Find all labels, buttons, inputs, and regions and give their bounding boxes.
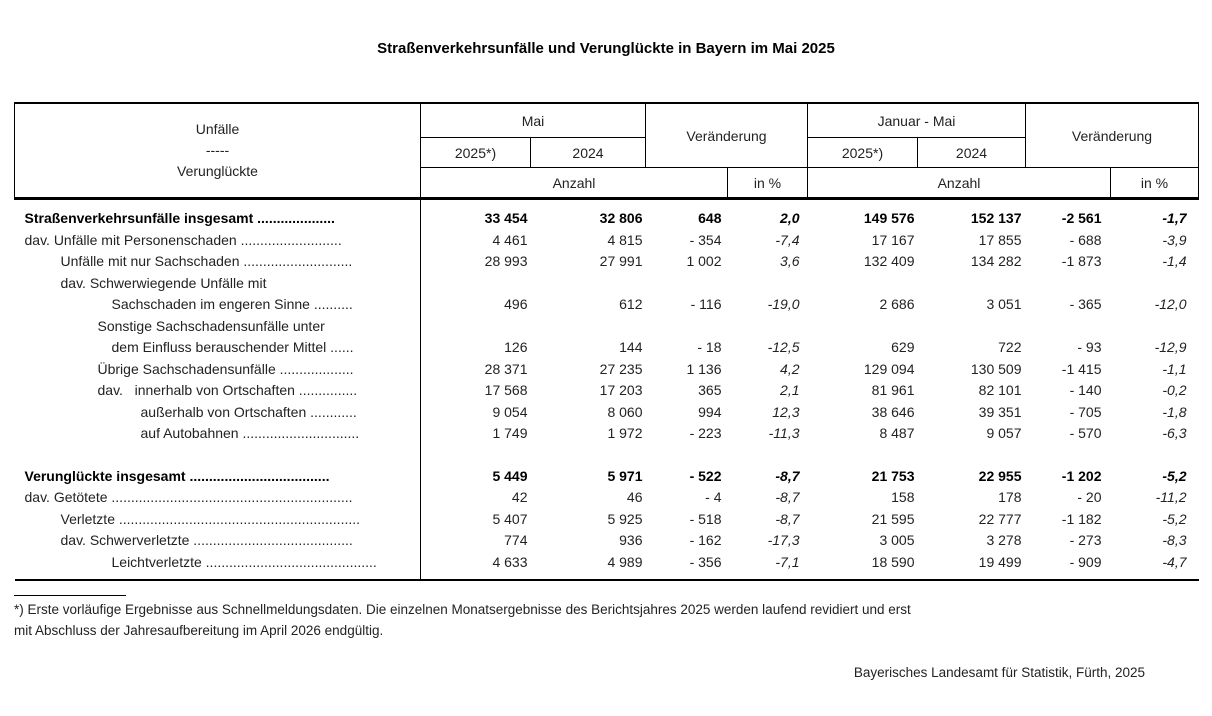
col-group-change-mai: Veränderung bbox=[646, 103, 808, 168]
unit-header-pct-jan-mai: in % bbox=[1111, 168, 1199, 199]
spacer-cell bbox=[421, 444, 1199, 465]
table-header bbox=[15, 103, 1199, 199]
cell-change-mai-pct: -7,4 bbox=[775, 231, 800, 248]
cell-change-jan-mai-pct: -4,7 bbox=[1162, 553, 1187, 570]
cell-jan-mai-2024: 17 855 bbox=[978, 231, 1022, 248]
stub-header bbox=[15, 103, 421, 199]
cell-mai-2024: 936 bbox=[619, 532, 643, 549]
table-row bbox=[15, 530, 1199, 552]
cell-mai-2025: 5 407 bbox=[492, 510, 528, 527]
row-label: Leichtverletzte ............................................ bbox=[15, 551, 421, 573]
cell-change-jan-mai-pct: -6,3 bbox=[1162, 425, 1187, 442]
cell-change-mai-pct: -8,7 bbox=[775, 467, 800, 484]
cell-change-mai-abs: - 522 bbox=[689, 467, 722, 484]
cell-jan-mai-2024: 82 101 bbox=[978, 382, 1022, 399]
cell-change-mai-pct: -7,1 bbox=[775, 553, 800, 570]
cell-change-mai-abs: - 223 bbox=[689, 425, 722, 442]
cell-change-mai-abs: 1 136 bbox=[686, 360, 722, 377]
footnote-line-1: *) Erste vorläufige Ergebnisse aus Schnellmeldungsdaten. Die einzelnen Monatsergebnisse des Berichtsjahres 2025 werden laufend revidiert und erst bbox=[14, 601, 911, 617]
cell-mai-2024: 17 203 bbox=[599, 382, 643, 399]
table-row bbox=[15, 315, 1199, 337]
cell-mai-2025: 17 568 bbox=[484, 382, 528, 399]
cell-mai-2024: 1 972 bbox=[607, 425, 643, 442]
col-group-mai: Mai bbox=[421, 103, 646, 138]
cell-jan-mai-2024: 9 057 bbox=[986, 425, 1022, 442]
cell-mai-2025: 4 633 bbox=[492, 553, 528, 570]
table-row bbox=[15, 423, 1199, 445]
row-label: Übrige Sachschadensunfälle ................... bbox=[15, 358, 421, 380]
cell-change-mai-abs: - 354 bbox=[689, 231, 722, 248]
cell-change-mai-pct bbox=[728, 315, 808, 337]
cell-change-jan-mai-pct: -1,4 bbox=[1162, 253, 1187, 270]
table-row bbox=[15, 358, 1199, 380]
cell-change-jan-mai-abs: - 909 bbox=[1069, 553, 1102, 570]
cell-change-jan-mai-abs: - 688 bbox=[1069, 231, 1102, 248]
cell-jan-mai-2024: 152 137 bbox=[970, 210, 1022, 227]
cell-mai-2025 bbox=[421, 315, 531, 337]
cell-jan-mai-2024: 22 955 bbox=[978, 467, 1022, 484]
cell-change-jan-mai-abs: - 140 bbox=[1069, 382, 1102, 399]
cell-jan-mai-2025: 2 686 bbox=[879, 296, 915, 313]
row-label: dem Einfluss berauschender Mittel ...... bbox=[15, 337, 421, 359]
cell-mai-2025: 5 449 bbox=[492, 467, 528, 484]
row-label: dav. Getötete .............................................................. bbox=[15, 487, 421, 509]
cell-change-jan-mai-pct: -3,9 bbox=[1162, 231, 1187, 248]
footnote bbox=[14, 599, 1198, 641]
cell-mai-2024 bbox=[531, 272, 646, 294]
cell-change-jan-mai-pct: -12,0 bbox=[1154, 296, 1187, 313]
cell-jan-mai-2024 bbox=[918, 315, 1026, 337]
cell-change-jan-mai-pct: -12,9 bbox=[1154, 339, 1187, 356]
cell-change-jan-mai-pct: -1,8 bbox=[1162, 403, 1187, 420]
cell-mai-2025: 28 371 bbox=[484, 360, 528, 377]
cell-jan-mai-2025: 21 753 bbox=[871, 467, 915, 484]
unit-header-pct-mai: in % bbox=[728, 168, 808, 199]
cell-jan-mai-2025: 18 590 bbox=[871, 553, 915, 570]
cell-change-jan-mai-abs bbox=[1026, 272, 1111, 294]
table-row bbox=[15, 465, 1199, 487]
cell-change-jan-mai-abs: - 20 bbox=[1077, 489, 1102, 506]
page-title: Straßenverkehrsunfälle und Verunglückte in Bayern im Mai 2025 bbox=[377, 40, 835, 57]
cell-change-mai-abs: - 518 bbox=[689, 510, 722, 527]
cell-mai-2024: 4 989 bbox=[607, 553, 643, 570]
cell-change-jan-mai-abs bbox=[1026, 315, 1111, 337]
cell-mai-2024: 5 925 bbox=[607, 510, 643, 527]
cell-jan-mai-2025 bbox=[808, 315, 918, 337]
table-row bbox=[15, 487, 1199, 509]
stub-line-verungglueckte: Verunglückte bbox=[177, 163, 258, 179]
cell-jan-mai-2024: 3 278 bbox=[986, 532, 1022, 549]
cell-mai-2025: 4 461 bbox=[492, 231, 528, 248]
cell-change-jan-mai-abs: -2 561 bbox=[1061, 210, 1102, 227]
cell-change-mai-pct: -17,3 bbox=[767, 532, 800, 549]
cell-mai-2024: 144 bbox=[619, 339, 643, 356]
section-spacer bbox=[15, 444, 1199, 465]
row-label: dav. Schwerwiegende Unfälle mit bbox=[15, 272, 421, 294]
cell-mai-2025 bbox=[421, 272, 531, 294]
row-label: Verletzte .............................................................. bbox=[15, 508, 421, 530]
footnote-separator bbox=[14, 595, 126, 596]
cell-change-jan-mai-abs: -1 415 bbox=[1061, 360, 1102, 377]
table-row bbox=[15, 551, 1199, 573]
cell-mai-2024: 5 971 bbox=[607, 467, 643, 484]
cell-jan-mai-2025: 129 094 bbox=[863, 360, 915, 377]
cell-change-mai-pct: 2,1 bbox=[780, 382, 800, 399]
row-label: Verunglückte insgesamt .................................... bbox=[15, 465, 421, 487]
cell-change-mai-pct: -8,7 bbox=[775, 489, 800, 506]
cell-mai-2025: 42 bbox=[511, 489, 528, 506]
cell-change-mai-abs: - 162 bbox=[689, 532, 722, 549]
cell-jan-mai-2025: 17 167 bbox=[871, 231, 915, 248]
cell-change-mai-abs: - 356 bbox=[689, 553, 722, 570]
cell-change-jan-mai-pct: -8,3 bbox=[1162, 532, 1187, 549]
cell-change-mai-abs bbox=[646, 315, 728, 337]
cell-change-jan-mai-abs: - 93 bbox=[1077, 339, 1102, 356]
cell-change-jan-mai-abs: -1 182 bbox=[1061, 510, 1102, 527]
table-row bbox=[15, 508, 1199, 530]
cell-mai-2025: 126 bbox=[504, 339, 528, 356]
cell-mai-2024: 612 bbox=[619, 296, 643, 313]
cell-jan-mai-2024: 130 509 bbox=[970, 360, 1022, 377]
cell-change-mai-abs: 1 002 bbox=[686, 253, 722, 270]
cell-change-jan-mai-abs: - 365 bbox=[1069, 296, 1102, 313]
cell-change-mai-pct: -19,0 bbox=[767, 296, 800, 313]
cell-jan-mai-2024: 19 499 bbox=[978, 553, 1022, 570]
year-header-2024-mai: 2024 bbox=[531, 138, 646, 168]
cell-change-jan-mai-abs: - 705 bbox=[1069, 403, 1102, 420]
row-label: auf Autobahnen .............................. bbox=[15, 423, 421, 445]
cell-change-jan-mai-pct bbox=[1111, 315, 1199, 337]
cell-change-mai-pct: 2,0 bbox=[780, 210, 800, 227]
cell-mai-2024: 27 991 bbox=[599, 253, 643, 270]
cell-jan-mai-2024: 3 051 bbox=[986, 296, 1022, 313]
cell-change-mai-pct: 12,3 bbox=[772, 403, 800, 420]
cell-jan-mai-2024: 22 777 bbox=[978, 510, 1022, 527]
cell-change-jan-mai-pct: -5,2 bbox=[1162, 510, 1187, 527]
cell-mai-2025: 774 bbox=[504, 532, 528, 549]
col-group-change-jan-mai: Veränderung bbox=[1026, 103, 1199, 168]
stub-line-dashes: ----- bbox=[205, 142, 230, 158]
cell-jan-mai-2024: 178 bbox=[998, 489, 1022, 506]
year-header-2025-jan-mai: 2025*) bbox=[808, 138, 918, 168]
cell-change-jan-mai-abs: - 570 bbox=[1069, 425, 1102, 442]
cell-jan-mai-2025: 158 bbox=[891, 489, 915, 506]
cell-change-mai-abs: 994 bbox=[698, 403, 722, 420]
row-label: dav. Unfälle mit Personenschaden .......................... bbox=[15, 229, 421, 251]
cell-change-jan-mai-pct: -11,2 bbox=[1155, 489, 1187, 506]
cell-change-mai-abs: - 18 bbox=[697, 339, 722, 356]
table-row bbox=[15, 337, 1199, 359]
year-header-2025-mai: 2025*) bbox=[421, 138, 531, 168]
cell-jan-mai-2024: 39 351 bbox=[978, 403, 1022, 420]
cell-change-jan-mai-pct: -1,1 bbox=[1162, 360, 1187, 377]
table-row bbox=[15, 380, 1199, 402]
spacer-cell bbox=[15, 573, 421, 580]
footnote-line-2: mit Abschluss der Jahresaufbereitung im April 2026 endgültig. bbox=[14, 622, 384, 638]
row-label: Straßenverkehrsunfälle insgesamt .................... bbox=[15, 208, 421, 230]
cell-jan-mai-2025: 3 005 bbox=[879, 532, 915, 549]
cell-change-jan-mai-abs: - 273 bbox=[1069, 532, 1102, 549]
cell-change-mai-abs bbox=[646, 272, 728, 294]
spacer-cell bbox=[421, 573, 1199, 580]
cell-change-jan-mai-pct: -1,7 bbox=[1162, 210, 1187, 227]
cell-jan-mai-2025: 81 961 bbox=[871, 382, 915, 399]
spacer-cell bbox=[15, 444, 421, 465]
table-body bbox=[15, 199, 1199, 580]
cell-change-jan-mai-pct bbox=[1111, 272, 1199, 294]
cell-mai-2024: 8 060 bbox=[607, 403, 643, 420]
row-label: dav. Schwerverletzte ......................................... bbox=[15, 530, 421, 552]
cell-jan-mai-2025: 629 bbox=[891, 339, 915, 356]
row-label: dav. innerhalb von Ortschaften ............... bbox=[15, 380, 421, 402]
cell-jan-mai-2025: 8 487 bbox=[879, 425, 915, 442]
cell-mai-2025: 33 454 bbox=[484, 210, 528, 227]
cell-change-mai-pct: -11,3 bbox=[768, 425, 800, 442]
table-row bbox=[15, 208, 1199, 230]
cell-change-jan-mai-pct: -5,2 bbox=[1162, 467, 1187, 484]
cell-jan-mai-2025: 149 576 bbox=[863, 210, 915, 227]
cell-change-mai-abs: - 116 bbox=[690, 296, 722, 313]
cell-change-jan-mai-abs: -1 873 bbox=[1061, 253, 1102, 270]
cell-mai-2024: 4 815 bbox=[607, 231, 643, 248]
table-row bbox=[15, 229, 1199, 251]
cell-jan-mai-2025: 21 595 bbox=[871, 510, 915, 527]
spacer-cell bbox=[421, 199, 1199, 208]
cell-change-mai-pct: 3,6 bbox=[780, 253, 800, 270]
cell-mai-2025: 9 054 bbox=[492, 403, 528, 420]
cell-mai-2024: 32 806 bbox=[599, 210, 643, 227]
unit-header-anzahl-jan-mai: Anzahl bbox=[808, 168, 1111, 199]
spacer-cell bbox=[15, 199, 421, 208]
table-bottom-padding bbox=[15, 573, 1199, 580]
cell-mai-2024: 46 bbox=[626, 489, 643, 506]
table-row bbox=[15, 401, 1199, 423]
cell-change-mai-pct bbox=[728, 272, 808, 294]
cell-change-jan-mai-pct: -0,2 bbox=[1162, 382, 1187, 399]
row-label: Sachschaden im engeren Sinne .......... bbox=[15, 294, 421, 316]
stub-line-unfaelle: Unfälle bbox=[195, 121, 240, 137]
cell-mai-2024 bbox=[531, 315, 646, 337]
cell-change-mai-abs: 365 bbox=[698, 382, 722, 399]
table-row bbox=[15, 272, 1199, 294]
row-label: Unfälle mit nur Sachschaden ............................ bbox=[15, 251, 421, 273]
table-top-padding bbox=[15, 199, 1199, 208]
cell-jan-mai-2025 bbox=[808, 272, 918, 294]
cell-change-jan-mai-abs: -1 202 bbox=[1061, 467, 1102, 484]
unit-header-anzahl-mai: Anzahl bbox=[421, 168, 728, 199]
cell-jan-mai-2025: 132 409 bbox=[863, 253, 915, 270]
cell-jan-mai-2024: 722 bbox=[998, 339, 1022, 356]
cell-mai-2025: 28 993 bbox=[484, 253, 528, 270]
col-group-jan-mai: Januar - Mai bbox=[808, 103, 1026, 138]
source-attribution: Bayerisches Landesamt für Statistik, Fürth, 2025 bbox=[853, 664, 1145, 680]
cell-jan-mai-2024: 134 282 bbox=[970, 253, 1022, 270]
cell-mai-2025: 496 bbox=[504, 296, 528, 313]
table-row bbox=[15, 251, 1199, 273]
cell-change-mai-abs: 648 bbox=[698, 210, 722, 227]
cell-mai-2025: 1 749 bbox=[492, 425, 528, 442]
cell-change-mai-pct: 4,2 bbox=[780, 360, 800, 377]
cell-mai-2024: 27 235 bbox=[599, 360, 643, 377]
cell-change-mai-abs: - 4 bbox=[705, 489, 722, 506]
cell-change-mai-pct: -12,5 bbox=[767, 339, 800, 356]
year-header-2024-jan-mai: 2024 bbox=[918, 138, 1026, 168]
cell-jan-mai-2025: 38 646 bbox=[871, 403, 915, 420]
row-label: Sonstige Sachschadensunfälle unter bbox=[15, 315, 421, 337]
cell-jan-mai-2024 bbox=[918, 272, 1026, 294]
row-label: außerhalb von Ortschaften ............ bbox=[15, 401, 421, 423]
cell-change-mai-pct: -8,7 bbox=[775, 510, 800, 527]
statistics-table bbox=[14, 102, 1199, 581]
table-row bbox=[15, 294, 1199, 316]
